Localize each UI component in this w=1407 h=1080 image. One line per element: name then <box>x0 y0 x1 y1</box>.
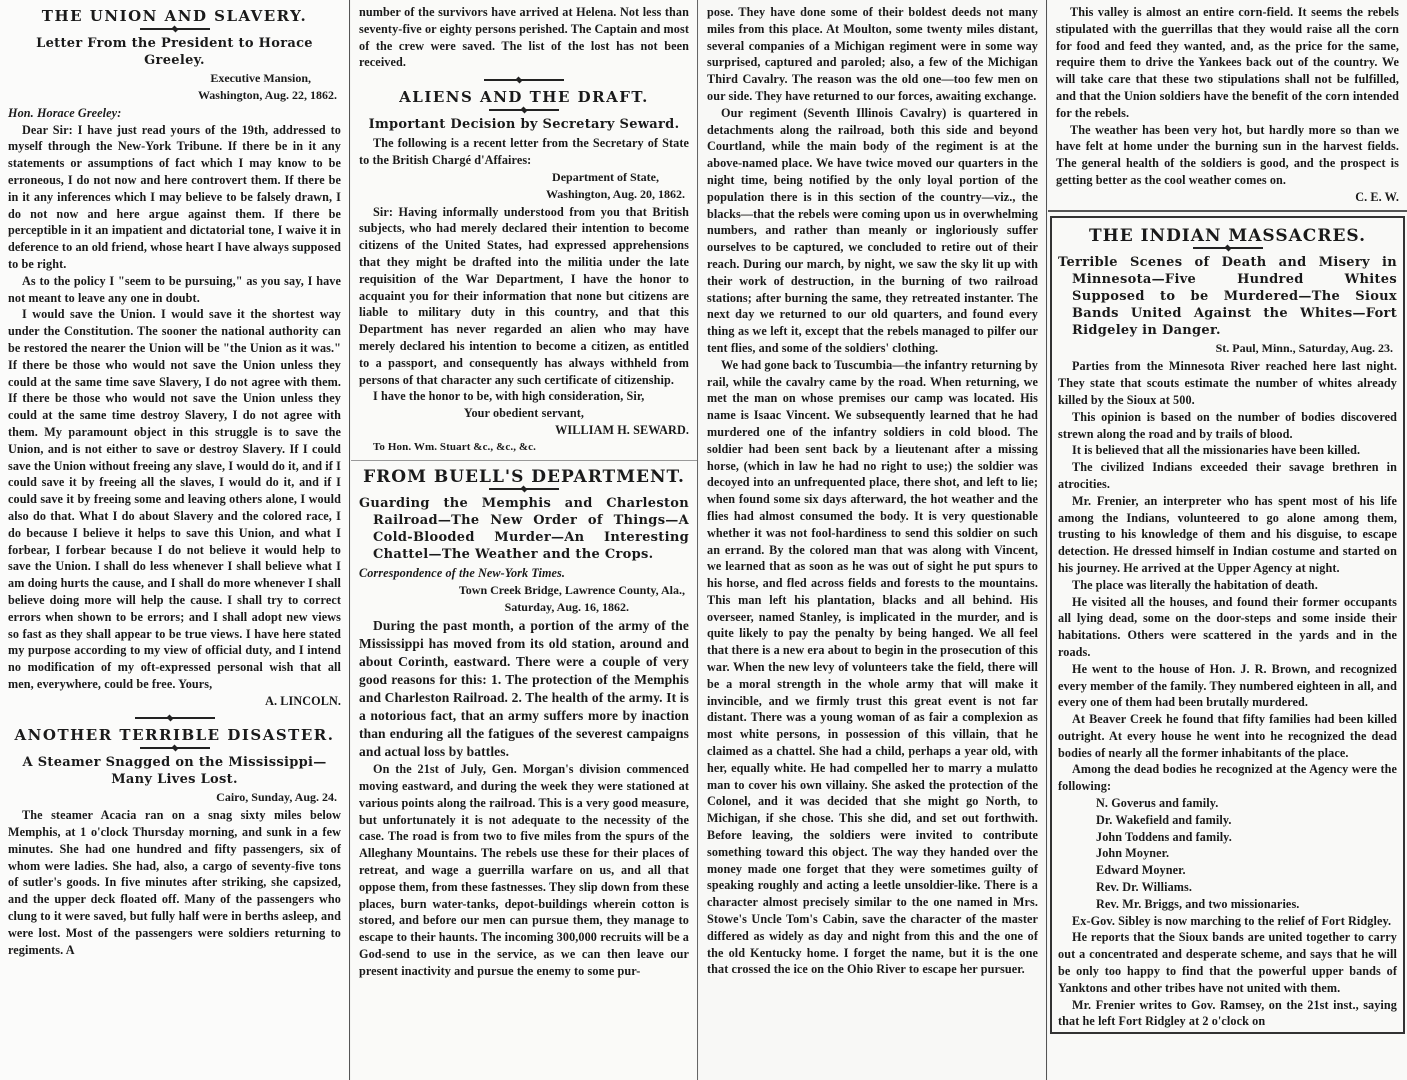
dateline: Washington, Aug. 20, 1862. <box>545 186 685 201</box>
paragraph: The following is a recent letter from the Secretary of State to the British Chargé d'Affaires: <box>359 135 689 167</box>
article-headline: ANOTHER TERRIBLE DISASTER. <box>14 726 335 745</box>
dateline: Department of State, <box>552 169 659 184</box>
paragraph: Mr. Frenier writes to Gov. Ramsey, on the 21st inst., saying that he left Fort Ridgley at 2 o'clock on <box>1058 997 1397 1029</box>
article-subhead: Terrible Scenes of Death and Misery in Minnesota—Five Hundred Whites Supposed to be Murdered—The Sioux Bands United Against the Whites—Fort Ridgeley in Danger. <box>1058 255 1397 339</box>
victim-list <box>1058 795 1397 913</box>
paragraph: Our regiment (Seventh Illinois Cavalry) is quartered in detachments along the railroad, both this side and beyond Courtland, while the main body of the regiment is at the above-named place. We have twice moved our quarters in the night time, being notified by the only loyal portion of the population there is in this section of the country—viz., the blacks—that the rebels were coming upon us in overwhelming numbers, and rather than meanly or ingloriously suffer ourselves to be captured, we concluded to retire out of their reach. During our march, by night, we saw the sky lit up with their work of destruction, in the burning of two railroad stations; after burning the same, they retreated instanter. The next day we returned to our old quarters, and found every thing as we left it, except that the rebels managed to pilfer our tent flies, and some of the soldiers' clothing. <box>707 105 1038 355</box>
continued-paragraph: pose. They have done some of their boldest deeds not many miles from this place. At Moulton, some twenty miles distant, several companies of a Michigan regiment were in some way surprised, captured and paroled; also, a few of the Michigan Third Cavalry. The reason was the old one—too few men on our side. They have returned to our forces, awaiting exchange. <box>707 5 1038 103</box>
article-subhead: Important Decision by Secretary Seward. <box>368 116 680 132</box>
article-subhead: Letter From the President to Horace Greeley. <box>36 35 313 68</box>
paragraph: He reports that the Sioux bands are united together to carry out a concentrated and desperate scheme, and says that he will be only too happy to find that the powerful upper bands of Yanktons and other tribes have not united with them. <box>1058 930 1397 995</box>
correspondence-credit: Correspondence of the New-York Times. <box>359 566 566 581</box>
paragraph: Ex-Gov. Sibley is now marching to the relief of Fort Ridgley. <box>1072 913 1392 928</box>
paragraph: We had gone back to Tuscumbia—the infantry returning by rail, while the cavalry came by the road. When returning, we met the man on whose premises our camp was located. His name is Isaac Vincent. We subsequently learned that he had murdered one of the infantry soldiers in cold blood. The soldier had been sent back by a lieutenant after a missing horse, (which in law he had no right to use;) the soldier was decoyed into an unfrequented place, there shot, and left to lie; when found some six days afterward, the hot weather and the flies had almost consumed the body. It is very questionable whether it was not fool-hardiness to send this soldier on such an errand. By the colored man that was along with Vincent, we learned that as soon as he was out of sight he put spurs to his horse, and fled across fields and forests to the mountains. This man left his plantation, blacks and all behind. His overseer, named Stanley, is implicated in the murder, and is quite likely to pay the penalty by being hanged. We all feel that there is a new era about to begin in the prosecution of this war. When the new levy of volunteers take the field, there will be a moral strength in the whole army that will make it invincible, and we firmly trust this great event is not far distant. There was a young woman of as fair a complexion as most white persons, in possession of this villain, that he claimed as a chattel. She had a child, perhaps a year old, with her, equally white. He had compelled her to marry a mulatto man to cover his own villainy. She asked the protection of the Colonel, and it was decided that she might go North, to Michigan, if she chose. This she did, and set out forthwith. Before leaving, the soldiers were invited to contribute something toward this object. The way they handed over the money made one forget that they were sometimes guilty of speaking roughly and acting a leetle unsoldier-like. There is a character almost precisely similar to the one named in Mrs. Stowe's Uncle Tom's Cabin, save the character of the master differed as widely as day and night from this and the one of the old Kentucky home. I forget the name, but it is the one that crossed the ice on the Ohio River to escape her pursuer. <box>707 357 1038 977</box>
closing: Your obedient servant, <box>463 406 585 421</box>
article-subhead: A Steamer Snagged on the Mississippi—Many Lives Lost. <box>22 755 327 788</box>
paragraph: Parties from the Minnesota River reached here last night. They state that scouts estimate the number of whites already killed by the Sioux at 500. <box>1058 359 1397 407</box>
signature: WILLIAM H. SEWARD. <box>555 422 689 437</box>
list-item: N. Goverus and family. <box>1096 796 1219 811</box>
ornamental-rule <box>484 79 564 81</box>
paragraph: This opinion is based on the number of bodies discovered strewn along the road and by trails of blood. <box>1058 409 1397 441</box>
paragraph: He went to the house of Hon. J. R. Brown, and recognized every member of the family. They numbered eighteen in all, and every one of them had been brutally murdered. <box>1058 661 1397 710</box>
paragraph: It is believed that all the missionaries have been killed. <box>1072 443 1361 458</box>
dateline: Saturday, Aug. 16, 1862. <box>504 600 629 615</box>
dateline: Washington, Aug. 22, 1862. <box>197 87 337 102</box>
article-headline: FROM BUELL'S DEPARTMENT. <box>363 466 685 487</box>
dateline: Town Creek Bridge, Lawrence County, Ala., <box>458 583 685 598</box>
divider <box>1048 210 1407 212</box>
paragraph: At Beaver Creek he found that fifty families had been killed outright. At every house he went into he recognized the dead bodies of nearly all the former inhabitants of the place. <box>1058 712 1397 760</box>
ornamental-rule <box>1193 247 1263 249</box>
signature: A. LINCOLN. <box>265 693 341 708</box>
column-1 <box>0 0 350 1080</box>
article-headline: THE UNION AND SLAVERY. <box>41 7 308 25</box>
paragraph: The place was literally the habitation of death. <box>1072 577 1318 592</box>
paragraph: Among the dead bodies he recognized at the Agency were the following: <box>1058 762 1397 794</box>
dateline: Executive Mansion, <box>210 70 311 85</box>
paragraph: Dear Sir: I have just read yours of the 19th, addressed to myself through the New-York Tribune. If there be in it any statements or assumptions of fact which I may know to be erroneous, I do not now and here controvert them. If there be in it any inferences which I may believe to be falsely drawn, I do not now and here argue against them. If there be perceptible in it an impatient and dictatorial tone, I waive it in deference to an old friend, whose heart I have always supposed to be right. <box>8 122 341 271</box>
article-indian-massacres <box>1050 216 1405 1035</box>
list-item: Rev. Dr. Williams. <box>1096 880 1193 895</box>
column-4 <box>1048 0 1407 1080</box>
article-headline: ALIENS AND THE DRAFT. <box>399 88 649 107</box>
signature: C. E. W. <box>1355 189 1399 204</box>
divider <box>351 460 697 461</box>
column-2 <box>351 0 698 1080</box>
list-item: Dr. Wakefield and family. <box>1096 812 1232 827</box>
list-item: Rev. Mr. Briggs, and two missionaries. <box>1096 896 1300 911</box>
ornamental-rule <box>489 109 559 111</box>
paragraph: He visited all the houses, and found their former occupants all lying dead, some on the door-steps and some inside their habitations. Others were scattered in the yards and in the roads. <box>1058 594 1397 659</box>
addressee: To Hon. Wm. Stuart &c., &c., &c. <box>373 440 536 453</box>
dateline: Cairo, Sunday, Aug. 24. <box>216 790 337 805</box>
article-subhead: Guarding the Memphis and Charleston Railroad—The New Order of Things—A Cold-Blooded Murder—An Interesting Chattel—The Weather and the Crops. <box>359 496 689 563</box>
list-item: Edward Moyner. <box>1096 863 1186 878</box>
paragraph: During the past month, a portion of the army of the Mississippi has moved from its old station, around and about Corinth, eastward. There were a couple of very good reasons for this: 1. The protection of the Memphis and Charleston Railroad. 2. The health of the army. It is a notorious fact, that an army suffers more by inaction than enduring all the fatigues of the severest campaigns and actual loss by battles. <box>359 618 689 760</box>
paragraph: I would save the Union. I would save it the shortest way under the Constitution. The sooner the national authority can be restored the nearer the Union will be "the Union as it was." If there be those who would not save the Union unless they could at the same time save Slavery, I do not agree with them. If there be those who would not save the Union unless they could at the same time destroy Slavery, I do not agree with them. My paramount object in this struggle is to save the Union, and is not either to save or destroy Slavery. If I could save the Union without freeing any slave, I would do it, and if I could save it by freeing all the slaves, I would do it, and if I could save it by freeing some and leaving others alone, I would also do that. What I do about Slavery and the colored race, I do because I believe it helps to save this Union, and what I forbear, I forbear because I do not believe it would help to save the Union. I shall do less whenever I shall believe what I am doing hurts the cause, and I shall do more whenever I shall believe doing more will help the cause. I shall try to correct errors when shown to be errors; and I shall adopt new views so fast as they shall appear to be true views. I have here stated my purpose according to my view of official duty, and I intend no modification of my oft-expressed personal wish that all men, everywhere, could be free. Yours, <box>8 307 341 691</box>
salutation: Hon. Horace Greeley: <box>8 105 122 120</box>
paragraph: On the 21st of July, Gen. Morgan's division commenced moving eastward, and during the week they were stationed at various points along the railroad. This is a very good measure, but unfortunately it is not adequate to the necessity of the case. The road is from two to five miles from the spurs of the Alleghany Mountains. The rebels use these for their places of retreat, and wage a guerrilla warfare on us, and all that oppose them, from these fastnesses. They slip down from these places, burn water-tanks, depot-buildings wherein cotton is stored, and before our men can pursue them, they manage to escape to their haunts. The incoming 300,000 recruits will be a God-send to use in the service, as we can then leave our present inactivity and pursue the enemy to some pur- <box>359 762 689 978</box>
article-headline: THE INDIAN MASSACRES. <box>1088 225 1366 246</box>
dateline: St. Paul, Minn., Saturday, Aug. 23. <box>1215 341 1393 356</box>
paragraph: The weather has been very hot, but hardly more so than we have felt at home under the burning sun in the harvest fields. The general health of the soldiers is good, and the prospect is getting better as the cool weather comes on. <box>1056 122 1399 187</box>
ornamental-rule <box>489 488 559 490</box>
paragraph: The civilized Indians exceeded their savage brethren in atrocities. <box>1058 460 1397 491</box>
ornamental-rule <box>140 747 210 749</box>
continued-paragraph: This valley is almost an entire corn-field. It seems the rebels stipulated with the guerrillas that they would raise all the corn for food and feed they wanted, and, as the price for the same, require them to drive the Yankees back out of the country. We will take care that these two stipulations shall not be fulfilled, and that the Union soldiers have the benefit of the corn intended for the rebels. <box>1056 5 1399 120</box>
paragraph: Sir: Having informally understood from you that British subjects, who had merely declared their intention to become citizens of the United States, had expressed apprehensions that they might be drafted into the militia under the late requisition of the War Department, I have the honor to acquaint you for their information that none but citizens are liable to military duty in this country, and that this Department has never regarded an alien who may have merely declared his intention to become a citizen, as entitled to a passport, and consequently has always withheld from persons of that character any such certificate of citizenship. <box>359 204 689 387</box>
paragraph: The steamer Acacia ran on a snag sixty miles below Memphis, at 1 o'clock Thursday morning, and sunk in a few minutes. She had one hundred and fifty passengers, six of whom were ladies. She had, also, a cargo of seventy-five tons of sutler's goods. In five minutes after striking, she capsized, and the upper deck floated off. Many of the passengers who clung to it were saved, but fully half were in berths asleep, and were lost. Most of the passengers were soldiers returning to regiments. A <box>8 808 341 957</box>
article-union-and-slavery <box>8 8 341 709</box>
ornamental-rule <box>140 28 210 30</box>
ornamental-rule <box>135 717 215 719</box>
article-aliens-and-the-draft <box>359 89 689 455</box>
list-item: John Toddens and family. <box>1096 829 1232 844</box>
closing: I have the honor to be, with high consideration, Sir, <box>373 389 645 404</box>
article-from-buells-department <box>359 466 689 980</box>
column-3 <box>699 0 1047 1080</box>
continued-paragraph: number of the survivors have arrived at Helena. Not less than seventy-five or eighty persons perished. The Captain and most of the crew were saved. The list of the lost has not been received. <box>359 5 689 70</box>
paragraph: As to the policy I "seem to be pursuing," as you say, I have not meant to leave any one in doubt. <box>8 273 341 305</box>
list-item: John Moyner. <box>1096 846 1170 861</box>
article-another-terrible-disaster <box>8 727 341 958</box>
paragraph: Mr. Frenier, an interpreter who has spent most of his life among the Indians, volunteered to go alone among them, trusting to his knowledge of them and his disguise, to escape detection. He dressed himself in Indian costume and started on his journey. He arrived at the Upper Agency at night. <box>1058 493 1397 575</box>
